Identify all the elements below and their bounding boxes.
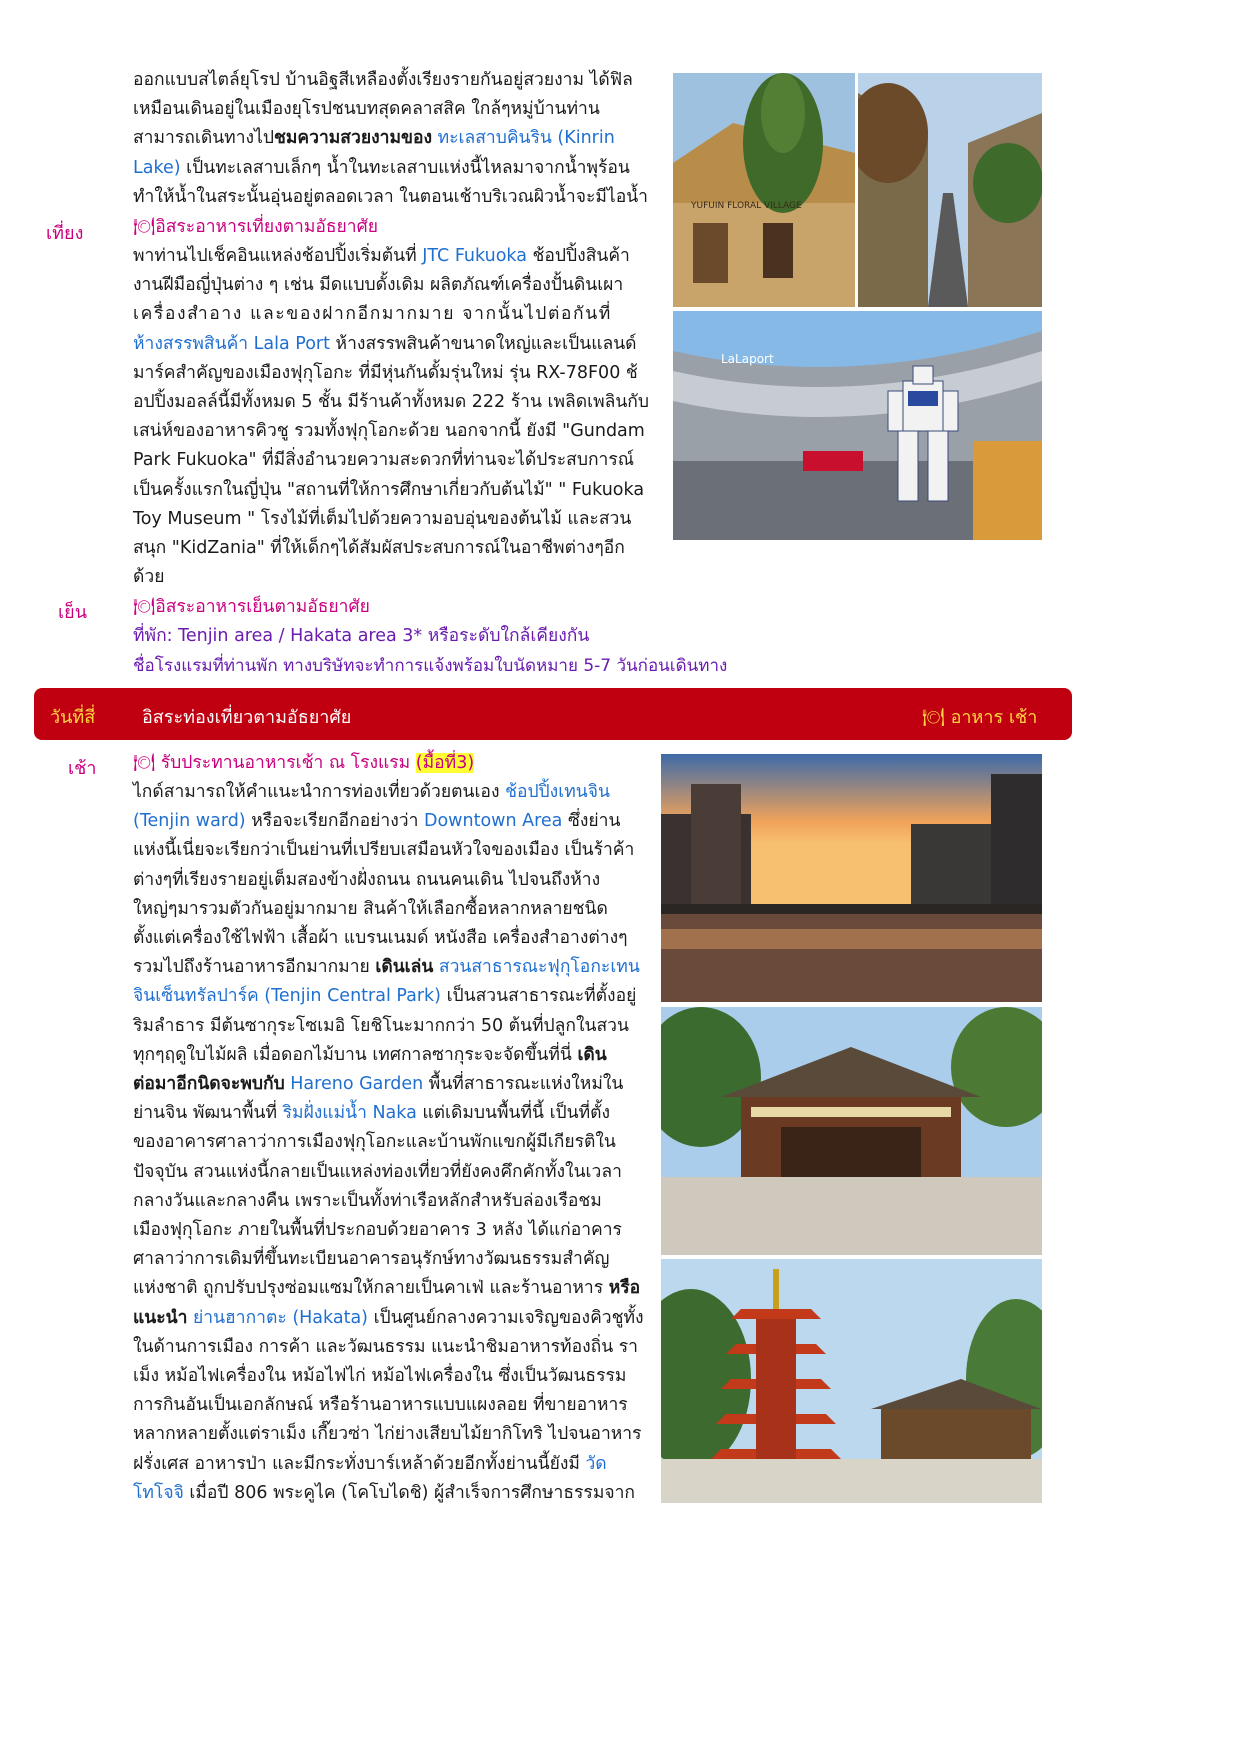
lala-port-link: ห้างสรรพสินค้า Lala Port: [133, 333, 330, 354]
dinner-meal: 🍽อิสระอาหารเย็นตามอัธยาศัย: [133, 597, 370, 617]
tenjin-link: ช้อปปิ้งเทนจิน: [505, 782, 610, 802]
intro-paragraph: [133, 66, 663, 212]
hotel-notice: ชื่อโรงแรมที่ท่านพัก ทางบริษัทจะทำการแจ้งพร้อมใบนัดหมาย 5-7 วันก่อนเดินทาง: [133, 656, 728, 676]
hakata-link: ย่านฮากาตะ (Hakata): [193, 1307, 368, 1328]
morning-paragraph: ไกด์สามารถให้คำแนะนำการท่องเที่ยวด้วยตนเอง ช้อปปิ้งเทนจิน (Tenjin ward) หรือจะเรียกอีกอย่างว่า Downtown Area ซึ่งย่าน แห่งนี้เนี่ยจะเรียกว่าเป็นย่านที่เปรียบเสมือนหัวใจของเมือง เป็นร้าค้า ต่างๆที่เรียงรายอยู่เต็มสองข้างฝั่งถนน ถนนคนเดิน ไปจนถึงห้าง ใหญ่ๆมารวมตัวกันอยู่มากมาย สินค้าให้เลือกซื้อหลากหลายชนิด ตั้งแต่เครื่องใช้ไฟฟ้า เสื้อผ้า แบรนเนมด์ หนังสือ เครื่องสำอางต่างๆ รวมไปถึงร้านอาหารอีกมากมาย เดินเล่น สวนสาธารณะฟุกุโอกะเทน จินเซ็นทรัลปาร์ค (Tenjin Central Park) เป็นสวนสาธารณะที่ตั้งอยู่ ริมลำธาร มีต้นซากุระโซเมอิ โยชิโนะมากกว่า 50 ต้นที่ปลูกในสวน ทุกๆฤดูใบไม้ผลิ เมื่อดอกไม้บาน เทศกาลซากุระจะจัดขึ้นที่นี่ เดิน ต่อมาอีกนิดจะพบกับ Hareno Garden พื้นที่สาธารณะแห่งใหม่ใน ย่านจิน พัฒนาพื้นที่ ริมฝั่งแม่น้ำ Naka แต่เดิมบนพื้นที่นี้ เป็นที่ตั้ง ของอาคารศาลาว่าการเมืองฟุกุโอกะและบ้านพักแขกผู้มีเกียรติใน ปัจจุบัน สวนแห่งนี้กลายเป็นแหล่งท่องเที่ยวที่ยังคงคึกคักทั้งในเวลา กลางวันและกลางคืน เพราะเป็นทั้งท่าเรือหลักสำหรับล่องเรือชม เมืองฟุกุโอกะ ภายในพื้นที่ประกอบด้วยอาคาร 3 หลัง ได้แก่อาคาร ศาลาว่าการเดิมที่ขึ้นทะเบียนอาคารอนุรักษ์ทางวัฒนธรรมสำคัญ แห่งชาติ ถูกปรับปรุงซ่อมแซมให้กลายเป็นคาเฟ่ และร้านอาหาร หรือ แนะนำ ย่านฮากาตะ (Hakata) เป็นศูนย์กลางความเจริญของคิวชูทั้ง ในด้านการเมือง การค้า และวัฒนธรรม แนะนำชิมอาหารท้องถิ่น รา เม็ง หม้อไฟเครื่องใน หม้อไฟไก่ หม้อไฟเครื่องใน ซึ่งเป็นวัฒนธรรม การกินอันเป็นเอกลักษณ์ หรือร้านอาหารแบบแผงลอย ที่ขายอาหาร หลากหลายตั้งแต่ราเม็ง เกี๊ยวซ่า ไก่ย่างเสียบไม้ยากิโทริ ไปจนอาหาร ฝรั่งเศส อาหารป่า และมีกระทั่งบาร์เหล้าด้วยอีกทั้งย่านนี้ยังมี วัด โทโจจิ เมื่อปี 806 พระคูไค (โคโบไดชิ) ผู้สำเร็จการศึกษาธรรมจาก: [133, 782, 644, 1503]
naka-river-photo: [661, 754, 1042, 1002]
breakfast-label: เช้า: [68, 758, 97, 779]
yufuin-village-photo: [673, 73, 855, 307]
text-line: ออกแบบสไตล์ยุโรป บ้านอิฐสีเหลืองตั้งเรียงรายกันอยู่สวยงาม ได้ฟิล: [133, 70, 633, 90]
yufuin-alley-photo: [858, 73, 1042, 307]
afternoon-paragraph: พาท่านไปเช็คอินแหล่งช้อปปิ้งเริ่มต้นที่ JTC Fukuoka ช้อปปิ้งสินค้า งานฝีมือญี่ปุ่นต่าง ๆ เช่น มีดแบบดั้งเดิม ผลิตภัณฑ์เครื่องปั้นดินเผา เครื่องสำอาง และของฝากอีกมากมาย จากนั้นไปต่อกันที่ ห้างสรรพสินค้า Lala Port ห้างสรรพสินค้าขนาดใหญ่และเป็นแลนด์ มาร์คสำคัญของเมืองฟุกุโอกะ ที่มีหุ่นกันดั้มรุ่นใหม่ รุ่น RX-78F00 ช้ อปปิ้งมอลล์นี้มีทั้งหมด 5 ชั้น มีร้านค้าทั้งหมด 222 ร้าน เพลิดเพลินกับ เสน่ห์ของอาหารคิวชู รวมทั้งฟุกุโอกะด้วย นอกจากนี้ ยังมี "Gundam Park Fukuoka" ที่มีสิ่งอำนวยความสะดวกที่ท่านจะได้ประสบการณ์ เป็นครั้งแรกในญี่ปุ่น "สถานที่ให้การศึกษาเกี่ยวกับต้นไม้" " Fukuoka Toy Museum " โรงไม้ที่เต็มไปด้วยความอบอุ่นของต้นไม้ และสวน สนุก "KidZania" ที่ให้เด็กๆได้สัมผัสประสบการณ์ในอาชีพต่างๆอีก ด้วย: [133, 246, 650, 588]
day-title: อิสระท่องเที่ยวตามอัธยาศัย: [142, 707, 352, 728]
day-four-banner: [34, 688, 1072, 740]
jtc-fukuoka-link: JTC Fukuoka: [422, 246, 527, 266]
lalaport-gundam-photo: [673, 311, 1042, 540]
text-line: เหมือนเดินอยู่ในเมืองยุโรปชนบทสุดคลาสสิค ใกล้ๆหมู่บ้านท่าน: [133, 99, 600, 120]
tochoji-link: โทโจจิ: [133, 1482, 184, 1503]
tenjin-park-link: สวนสาธารณะฟุกุโอกะเทน: [438, 957, 640, 978]
lunch-label: เที่ยง: [46, 223, 84, 244]
kinrin-lake-link: ทะเลสาบคินริน (Kinrin: [437, 128, 615, 149]
hotel-info: ที่พัก: Tenjin area / Hakata area 3* หรือระดับใกล้เคียงกัน: [133, 626, 590, 646]
day-label: วันที่สี่: [50, 707, 96, 728]
text-line: ทำให้น้ำในสระนั้นอุ่นอยู่ตลอดเวลา ในตอนเช้าบริเวณผิวน้ำจะมีไอน้ำ: [133, 186, 649, 207]
text-line: สามารถเดินทางไปชมความสวยงามของ ทะเลสาบคินริน (Kinrin: [133, 128, 615, 149]
yufuin-sign: YUFUIN FLORAL VILLAGE: [691, 201, 802, 211]
dinner-label: เย็น: [58, 602, 88, 623]
breakfast-meal: 🍽 รับประทานอาหารเช้า ณ โรงแรม (มื้อที่3): [133, 753, 475, 773]
kushida-shrine-photo: [661, 1007, 1042, 1255]
downtown-link: Downtown Area: [424, 811, 563, 832]
hareno-garden-link: Hareno Garden: [290, 1074, 424, 1095]
day-meals: 🍽 อาหาร เช้า: [922, 707, 1038, 728]
naka-river-link: ริมฝั่งแม่น้ำ Naka: [282, 1103, 417, 1124]
lunch-meal: 🍽อิสระอาหารเที่ยงตามอัธยาศัย: [133, 217, 378, 237]
lalaport-sign: LaLaport: [721, 352, 774, 366]
tochoji-pagoda-photo: [661, 1259, 1042, 1503]
text-line: Lake) เป็นทะเลสาบเล็กๆ น้ำในทะเลสาบแห่งนี้ไหลมาจากน้ำพุร้อน: [133, 157, 630, 178]
meal-number: (มื้อที่3): [415, 753, 475, 773]
